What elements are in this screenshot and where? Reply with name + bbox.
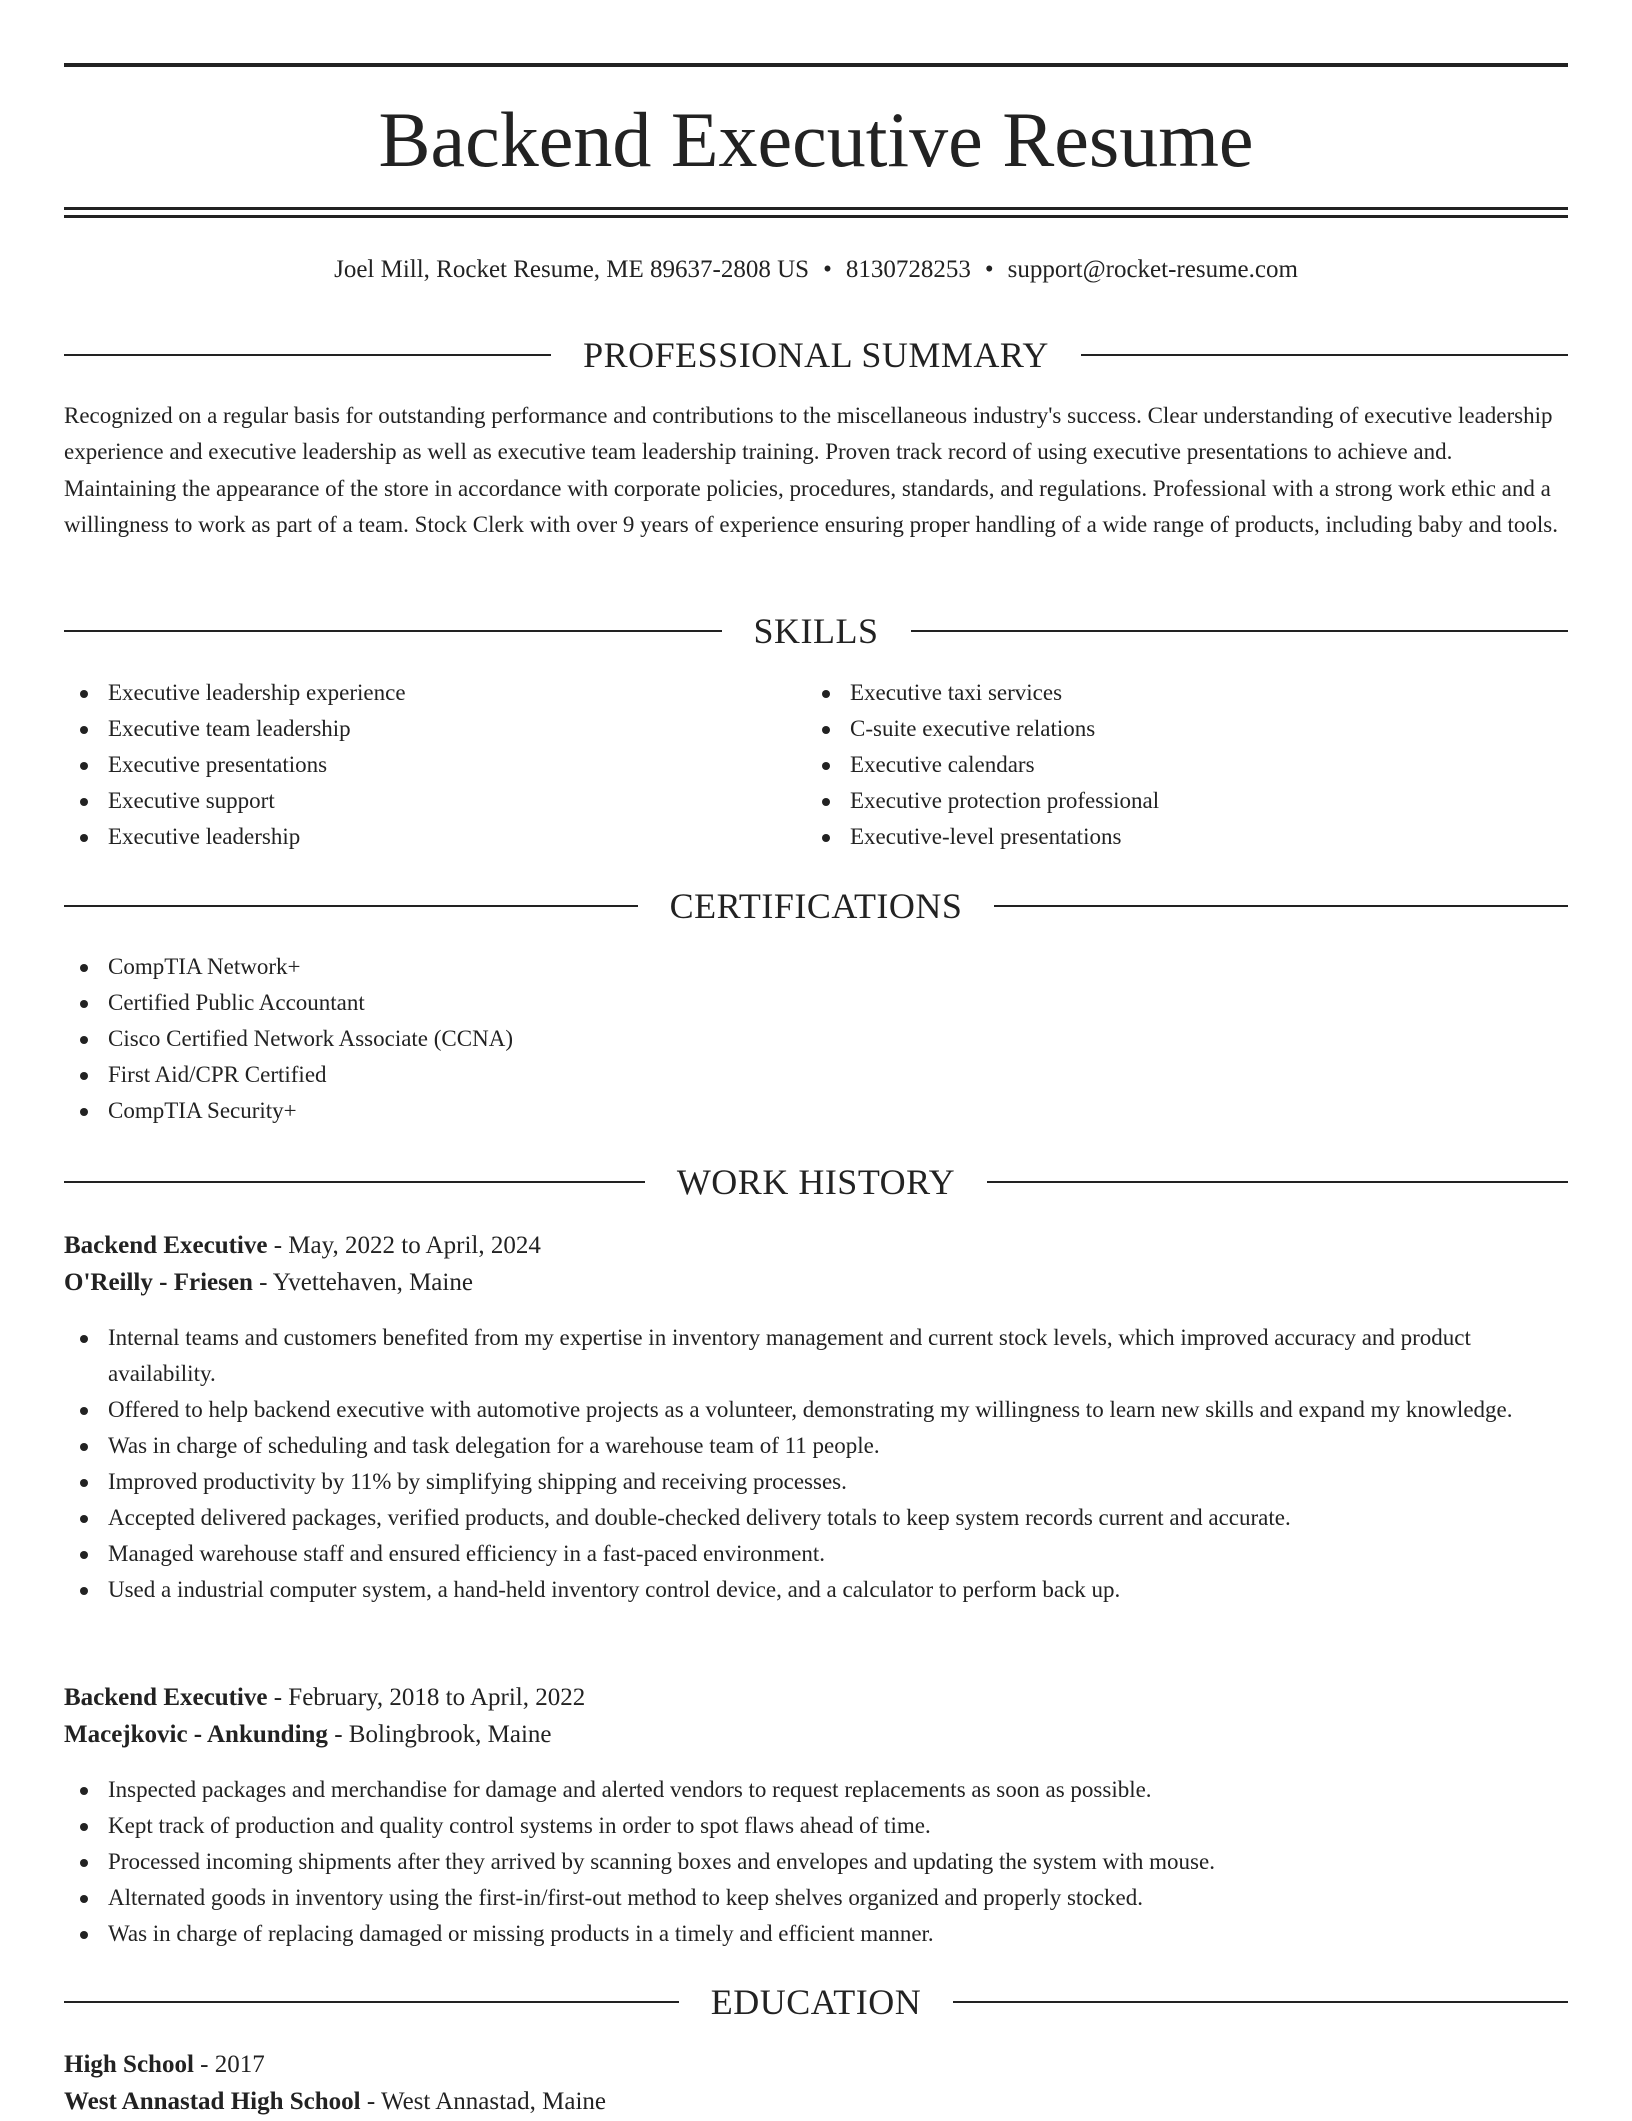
skill-item: Executive protection professional	[806, 783, 1506, 819]
job-bullet: Processed incoming shipments after they arrived by scanning boxes and envelopes and updating the system with mouse.	[64, 1844, 1568, 1880]
education-school: West Annastad High School	[64, 2088, 361, 2115]
certifications-block	[64, 949, 1568, 1129]
job-bullet: Managed warehouse staff and ensured efficiency in a fast-paced environment.	[64, 1536, 1568, 1572]
section-title: CERTIFICATIONS	[669, 886, 963, 926]
certification-item: Cisco Certified Network Associate (CCNA)	[64, 1021, 1568, 1057]
job-bullet: Improved productivity by 11% by simplifying shipping and receiving processes.	[64, 1464, 1568, 1500]
section-title: PROFESSIONAL SUMMARY	[583, 335, 1049, 375]
job-company: O'Reilly - Friesen	[64, 1269, 253, 1296]
contact-separator: •	[823, 256, 832, 283]
job-bullet: Used a industrial computer system, a hand-held inventory control device, and a calculator to perform back up.	[64, 1572, 1568, 1608]
section-title: WORK HISTORY	[676, 1162, 956, 1202]
heading-rule-right	[987, 1181, 1568, 1183]
heading-rule-left	[64, 2001, 679, 2003]
skill-item: Executive support	[64, 783, 764, 819]
education-degree: High School	[64, 2051, 194, 2078]
heading-rule-right	[911, 630, 1569, 632]
heading-rule-right	[994, 905, 1568, 907]
skills-list-right	[806, 675, 1506, 855]
education-year: - 2017	[193, 2051, 265, 2078]
job-bullet: Internal teams and customers benefited from my expertise in inventory management and current stock levels, which improved accuracy and product availability.	[64, 1320, 1568, 1392]
job-bullet: Alternated goods in inventory using the first-in/first-out method to keep shelves organized and properly stocked.	[64, 1880, 1568, 1916]
contact-email: support@rocket-resume.com	[1007, 256, 1298, 283]
job-location: - Bolingbrook, Maine	[327, 1721, 552, 1748]
job-bullet: Accepted delivered packages, verified products, and double-checked delivery totals to keep system records current and accurate.	[64, 1500, 1568, 1536]
skill-item: Executive presentations	[64, 747, 764, 783]
contact-line	[64, 252, 1568, 288]
skill-item: Executive team leadership	[64, 711, 764, 747]
job-dates: - May, 2022 to April, 2024	[267, 1232, 541, 1259]
heading-rule-left	[64, 905, 638, 907]
job-company-line	[64, 1716, 1568, 1754]
contact-address: Joel Mill, Rocket Resume, ME 89637-2808 US	[334, 256, 810, 283]
title-underline-top	[64, 207, 1568, 210]
certifications-list	[64, 949, 1568, 1129]
job-bullet: Inspected packages and merchandise for damage and alerted vendors to request replacements as soon as possible.	[64, 1772, 1568, 1808]
job-bullet: Was in charge of replacing damaged or missing products in a timely and efficient manner.	[64, 1916, 1568, 1952]
job-company-line	[64, 1264, 1568, 1302]
contact-separator: •	[984, 256, 994, 283]
job-title: Backend Executive	[64, 1232, 268, 1259]
job-bullets	[64, 1320, 1568, 1608]
page-title: Backend Executive Resume	[378, 96, 1254, 183]
job-responsibilities	[64, 1320, 1568, 1608]
heading-rule-left	[64, 1181, 645, 1183]
job-location: - Yvettehaven, Maine	[252, 1269, 473, 1296]
certification-item: Certified Public Accountant	[64, 985, 1568, 1021]
heading-rule-right	[953, 2001, 1568, 2003]
skill-item: Executive calendars	[806, 747, 1506, 783]
education-location: - West Annastad, Maine	[360, 2088, 607, 2115]
section-heading-education	[64, 1980, 1568, 2024]
skill-item: Executive taxi services	[806, 675, 1506, 711]
section-heading-summary	[64, 333, 1568, 377]
contact-phone: 8130728253	[845, 256, 971, 283]
skill-item: Executive-level presentations	[806, 819, 1506, 855]
summary-text: Recognized on a regular basis for outstanding performance and contributions to the miscellaneous industry's success. Clear understanding of executive leadership experience and executive leadership as well as executive team leadership training. Proven track record of using executive presentations to achieve and. Maintaining the appearance of the store in accordance with corporate policies, procedures, standards, and regulations. Professional with a strong work ethic and a willingness to work as part of a team. Stock Clerk with over 9 years of experience ensuring proper handling of a wide range of products, including baby and tools.	[64, 403, 1558, 538]
job-dates: - February, 2018 to April, 2022	[267, 1684, 586, 1711]
skills-column-right	[806, 675, 1506, 855]
job-title: Backend Executive	[64, 1684, 268, 1711]
job-title-line	[64, 1679, 1568, 1717]
heading-rule-right	[1081, 354, 1568, 356]
job-company: Macejkovic - Ankunding	[64, 1721, 328, 1748]
skill-item: C-suite executive relations	[806, 711, 1506, 747]
certification-item: First Aid/CPR Certified	[64, 1057, 1568, 1093]
skill-item: Executive leadership	[64, 819, 764, 855]
skills-column-left	[64, 675, 764, 855]
heading-rule-left	[64, 354, 551, 356]
section-title: EDUCATION	[710, 1982, 922, 2022]
certification-item: CompTIA Network+	[64, 949, 1568, 985]
job-bullet: Was in charge of scheduling and task delegation for a warehouse team of 11 people.	[64, 1428, 1568, 1464]
skills-list-left	[64, 675, 764, 855]
title-underline-bottom	[64, 215, 1568, 218]
job-bullet: Offered to help backend executive with automotive projects as a volunteer, demonstrating my willingness to learn new skills and expand my knowledge.	[64, 1392, 1568, 1428]
section-heading-certifications	[64, 884, 1568, 928]
job-bullets	[64, 1772, 1568, 1952]
job-title-line	[64, 1227, 1568, 1265]
top-rule	[64, 63, 1568, 67]
section-heading-skills	[64, 609, 1568, 653]
education-degree-line	[64, 2046, 1568, 2084]
certification-item: CompTIA Security+	[64, 1093, 1568, 1129]
education-school-line	[64, 2083, 1568, 2121]
skill-item: Executive leadership experience	[64, 675, 764, 711]
heading-rule-left	[64, 630, 722, 632]
section-title: SKILLS	[753, 611, 879, 651]
job-bullet: Kept track of production and quality control systems in order to spot flaws ahead of time.	[64, 1808, 1568, 1844]
section-heading-work-history	[64, 1160, 1568, 1204]
job-responsibilities	[64, 1772, 1568, 1952]
